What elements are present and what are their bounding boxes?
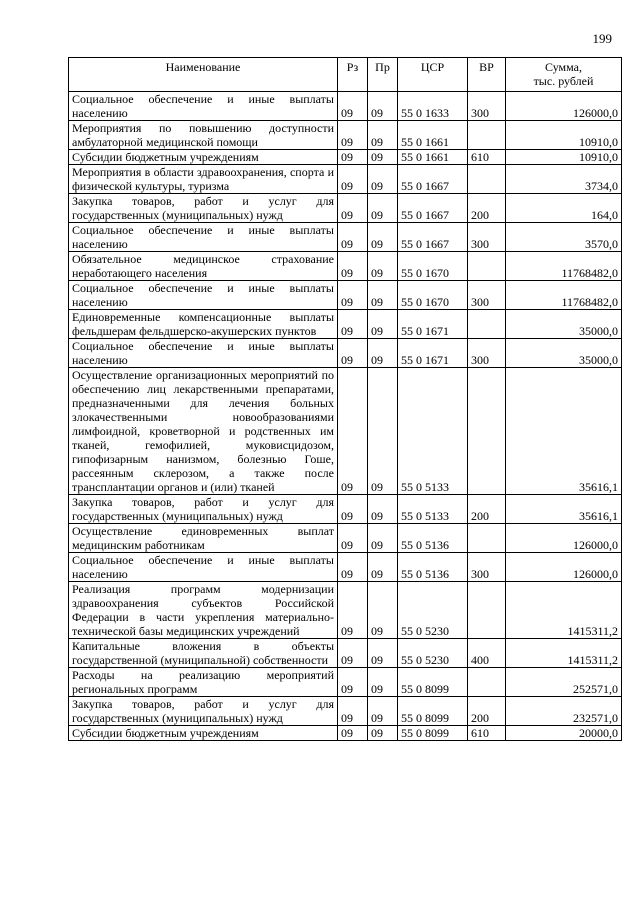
cell-pr: 09	[368, 92, 398, 121]
cell-csr: 55 0 1661	[398, 150, 468, 165]
cell-rz: 09	[338, 92, 368, 121]
cell-sum: 126000,0	[506, 553, 622, 582]
cell-csr: 55 0 1671	[398, 339, 468, 368]
column-header-name: Наименование	[69, 58, 338, 92]
cell-csr: 55 0 8099	[398, 726, 468, 741]
cell-sum: 1415311,2	[506, 582, 622, 639]
cell-pr: 09	[368, 582, 398, 639]
cell-name: Субсидии бюджетным учреждениям	[69, 150, 338, 165]
cell-vr: 610	[468, 726, 506, 741]
table-row	[69, 339, 622, 368]
cell-sum: 10910,0	[506, 121, 622, 150]
cell-rz: 09	[338, 524, 368, 553]
cell-vr	[468, 165, 506, 194]
cell-vr	[468, 121, 506, 150]
cell-pr: 09	[368, 339, 398, 368]
cell-name: Закупка товаров, работ и услуг для государственных (муниципальных) нужд	[69, 697, 338, 726]
table-row	[69, 368, 622, 495]
column-header-sum-line2: тыс. рублей	[533, 74, 594, 88]
cell-sum: 20000,0	[506, 726, 622, 741]
cell-pr: 09	[368, 553, 398, 582]
cell-vr	[468, 368, 506, 495]
cell-name: Реализация программ модернизации здравоохранения субъектов Российской Федерации в части укрепления материально-технической базы медицинских учреждений	[69, 582, 338, 639]
cell-rz: 09	[338, 339, 368, 368]
column-header-csr: ЦСР	[398, 58, 468, 92]
budget-table	[68, 57, 622, 741]
cell-name: Закупка товаров, работ и услуг для государственных (муниципальных) нужд	[69, 194, 338, 223]
cell-pr: 09	[368, 194, 398, 223]
cell-csr: 55 0 1670	[398, 252, 468, 281]
cell-vr: 300	[468, 223, 506, 252]
table-row	[69, 223, 622, 252]
cell-csr: 55 0 8099	[398, 697, 468, 726]
cell-pr: 09	[368, 368, 398, 495]
cell-csr: 55 0 1661	[398, 121, 468, 150]
cell-rz: 09	[338, 252, 368, 281]
cell-sum: 35616,1	[506, 368, 622, 495]
table-row	[69, 726, 622, 741]
cell-rz: 09	[338, 310, 368, 339]
table-row	[69, 639, 622, 668]
table-row	[69, 495, 622, 524]
cell-pr: 09	[368, 252, 398, 281]
cell-pr: 09	[368, 121, 398, 150]
cell-csr: 55 0 8099	[398, 668, 468, 697]
cell-rz: 09	[338, 223, 368, 252]
cell-sum: 164,0	[506, 194, 622, 223]
cell-csr: 55 0 5230	[398, 639, 468, 668]
table-row	[69, 668, 622, 697]
cell-pr: 09	[368, 726, 398, 741]
cell-csr: 55 0 1667	[398, 194, 468, 223]
cell-pr: 09	[368, 165, 398, 194]
table-row	[69, 697, 622, 726]
cell-vr: 610	[468, 150, 506, 165]
cell-pr: 09	[368, 310, 398, 339]
cell-vr	[468, 668, 506, 697]
table-header-row	[69, 58, 622, 92]
table-row	[69, 524, 622, 553]
cell-sum: 1415311,2	[506, 639, 622, 668]
table-row	[69, 165, 622, 194]
cell-sum: 3570,0	[506, 223, 622, 252]
cell-csr: 55 0 1667	[398, 223, 468, 252]
cell-vr: 300	[468, 92, 506, 121]
column-header-sum	[506, 58, 622, 92]
column-header-pr: Пр	[368, 58, 398, 92]
cell-sum: 35000,0	[506, 339, 622, 368]
cell-rz: 09	[338, 668, 368, 697]
table-row	[69, 194, 622, 223]
cell-rz: 09	[338, 368, 368, 495]
cell-name: Капитальные вложения в объекты государственной (муниципальной) собственности	[69, 639, 338, 668]
cell-pr: 09	[368, 223, 398, 252]
cell-sum: 3734,0	[506, 165, 622, 194]
cell-pr: 09	[368, 495, 398, 524]
cell-rz: 09	[338, 150, 368, 165]
cell-name: Социальное обеспечение и иные выплаты населению	[69, 92, 338, 121]
cell-vr: 200	[468, 495, 506, 524]
cell-rz: 09	[338, 194, 368, 223]
table-row	[69, 252, 622, 281]
cell-name: Социальное обеспечение и иные выплаты населению	[69, 553, 338, 582]
cell-name: Закупка товаров, работ и услуг для государственных (муниципальных) нужд	[69, 495, 338, 524]
cell-csr: 55 0 5230	[398, 582, 468, 639]
cell-vr: 300	[468, 339, 506, 368]
cell-vr: 400	[468, 639, 506, 668]
cell-name: Обязательное медицинское страхование неработающего населения	[69, 252, 338, 281]
cell-rz: 09	[338, 553, 368, 582]
cell-csr: 55 0 5133	[398, 368, 468, 495]
cell-rz: 09	[338, 697, 368, 726]
cell-csr: 55 0 1670	[398, 281, 468, 310]
table-row	[69, 121, 622, 150]
cell-rz: 09	[338, 121, 368, 150]
cell-csr: 55 0 1633	[398, 92, 468, 121]
cell-rz: 09	[338, 639, 368, 668]
cell-sum: 126000,0	[506, 524, 622, 553]
cell-name: Социальное обеспечение и иные выплаты населению	[69, 339, 338, 368]
cell-csr: 55 0 5136	[398, 553, 468, 582]
table-row	[69, 553, 622, 582]
cell-sum: 35616,1	[506, 495, 622, 524]
cell-pr: 09	[368, 150, 398, 165]
cell-rz: 09	[338, 165, 368, 194]
cell-vr	[468, 310, 506, 339]
table-body	[69, 92, 622, 741]
column-header-vr: ВР	[468, 58, 506, 92]
cell-name: Субсидии бюджетным учреждениям	[69, 726, 338, 741]
column-header-sum-line1: Сумма,	[545, 60, 582, 74]
cell-sum: 11768482,0	[506, 252, 622, 281]
cell-vr: 200	[468, 697, 506, 726]
cell-name: Социальное обеспечение и иные выплаты населению	[69, 281, 338, 310]
cell-csr: 55 0 5133	[398, 495, 468, 524]
cell-sum: 10910,0	[506, 150, 622, 165]
cell-sum: 11768482,0	[506, 281, 622, 310]
page-number: 199	[592, 31, 612, 46]
cell-rz: 09	[338, 495, 368, 524]
cell-name: Мероприятия по повышению доступности амбулаторной медицинской помощи	[69, 121, 338, 150]
cell-csr: 55 0 5136	[398, 524, 468, 553]
cell-sum: 35000,0	[506, 310, 622, 339]
cell-name: Осуществление единовременных выплат медицинским работникам	[69, 524, 338, 553]
cell-vr	[468, 524, 506, 553]
cell-csr: 55 0 1671	[398, 310, 468, 339]
cell-sum: 252571,0	[506, 668, 622, 697]
cell-rz: 09	[338, 582, 368, 639]
cell-name: Единовременные компенсационные выплаты фельдшерам фельдшерско-акушерских пунктов	[69, 310, 338, 339]
table-row	[69, 150, 622, 165]
cell-name: Социальное обеспечение и иные выплаты населению	[69, 223, 338, 252]
cell-pr: 09	[368, 668, 398, 697]
cell-pr: 09	[368, 697, 398, 726]
cell-vr	[468, 252, 506, 281]
cell-vr: 300	[468, 281, 506, 310]
cell-name: Расходы на реализацию мероприятий региональных программ	[69, 668, 338, 697]
cell-rz: 09	[338, 281, 368, 310]
cell-pr: 09	[368, 281, 398, 310]
cell-pr: 09	[368, 524, 398, 553]
cell-name: Осуществление организационных мероприятий по обеспечению лиц лекарственными препаратами, предназначенными для лечения больных злокачественными новообразованиями лимфоидной, кроветворной и родственных им тканей, гемофилией, муковисцидозом, гипофизарным нанизмом, болезнью Гоше, рассеянным склерозом, а также после трансплантации органов и (или) тканей	[69, 368, 338, 495]
table-row	[69, 582, 622, 639]
table-row	[69, 310, 622, 339]
cell-name: Мероприятия в области здравоохранения, спорта и физической культуры, туризма	[69, 165, 338, 194]
cell-csr: 55 0 1667	[398, 165, 468, 194]
cell-vr: 200	[468, 194, 506, 223]
table-row	[69, 92, 622, 121]
column-header-rz: Рз	[338, 58, 368, 92]
cell-pr: 09	[368, 639, 398, 668]
cell-sum: 126000,0	[506, 92, 622, 121]
cell-vr: 300	[468, 553, 506, 582]
cell-vr	[468, 582, 506, 639]
table-row	[69, 281, 622, 310]
cell-rz: 09	[338, 726, 368, 741]
cell-sum: 232571,0	[506, 697, 622, 726]
